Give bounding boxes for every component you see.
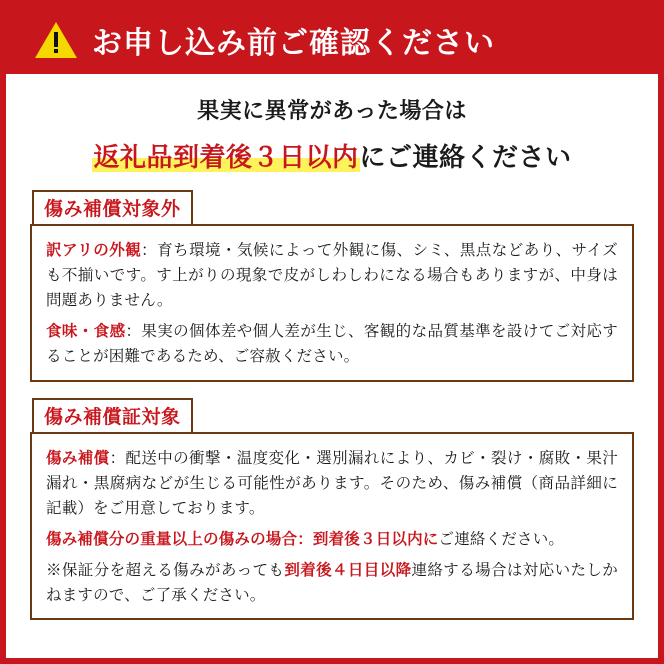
lead-rest: にご連絡ください [359,142,572,172]
section-not-covered [30,190,634,382]
text-over-weight: ご連絡ください。 [438,530,565,548]
warning-triangle-icon [34,20,78,60]
paragraph-late-contact [46,558,618,608]
lead-line-2 [30,137,634,174]
text-compensation: ：配送中の衝撃・温度変化・選別漏れにより、カビ・裂け・腐敗・果汁漏れ・黒腐病などが生じる可能性があります。そのため、傷み補償（商品詳細に記載）をご用意しております。 [46,449,618,517]
paragraph-compensation [46,446,618,521]
lead-highlight: 返礼品到着後３日以内 [93,142,359,172]
text-late-contact: 連絡する場合は対応いたしかねますので、ご了承ください。 [46,561,618,605]
paragraph-taste [46,319,618,369]
section-box-not-covered [30,224,634,382]
keyword-compensation: 傷み補償 [46,449,110,467]
notice-header [6,6,658,74]
keyword-appearance: 訳アリの外観 [46,242,142,259]
prefix-late-contact: ※保証分を超える傷みがあっても [46,561,285,579]
paragraph-appearance [46,238,618,313]
keyword-late-contact: 到着後４日目以降 [284,561,412,579]
paragraph-over-weight [46,527,618,552]
section-box-covered [30,432,634,621]
keyword-over-weight: 傷み補償分の重量以上の傷みの場合：到着後３日以内に [46,530,439,548]
section-title-covered: 傷み補償証対象 [32,398,193,434]
notice-title: お申し込み前ご確認ください [92,27,495,60]
lead-line-1: 果実に異常があった場合は [197,98,467,123]
text-taste: ：果実の個体差や個人差が生じ、客観的な品質基準を設けてご対応することが困難であるため、ご容赦ください。 [46,323,618,366]
keyword-taste: 食味・食感 [46,323,126,341]
notice-body [6,74,658,626]
section-title-not-covered: 傷み補償対象外 [32,190,193,226]
text-appearance: ：育ち環境・気候によって外観に傷、シミ、黒点などあり、サイズも不揃いです。す上がりの現象で皮がしわしわになる場合もありますが、中身は問題ありません。 [46,242,618,310]
section-covered [30,398,634,621]
